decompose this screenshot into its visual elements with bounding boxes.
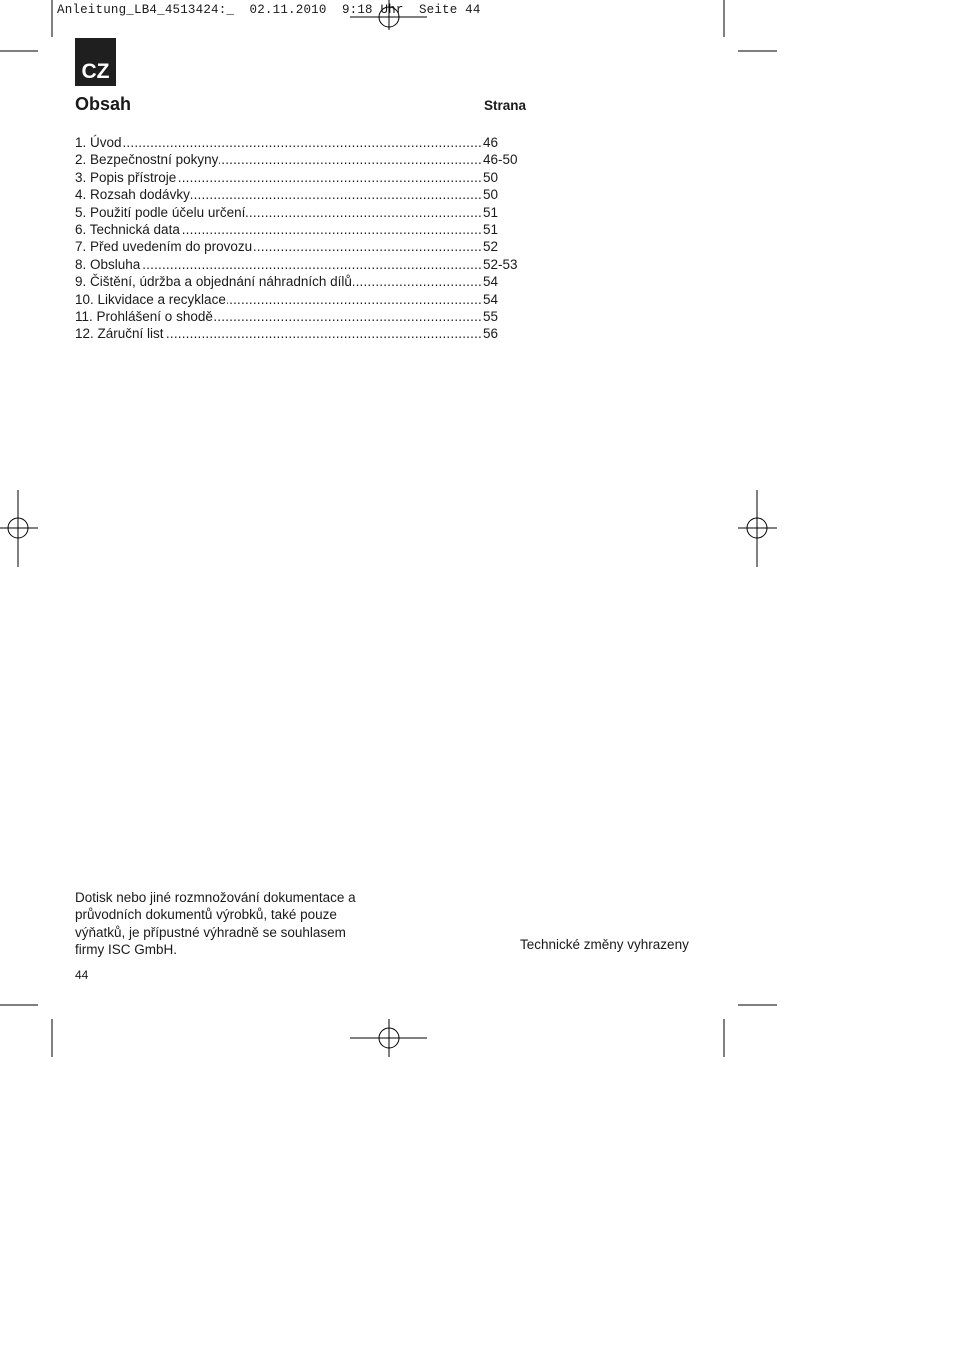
toc-leader-dots [219,151,482,168]
table-of-contents [75,134,535,343]
toc-entry [75,186,535,203]
copyright-notice [75,889,405,959]
toc-leader-dots [246,204,482,221]
toc-entry [75,204,535,221]
toc-leader-dots [165,325,482,342]
print-slug-line: Anleitung_LB4_4513424:_ 02.11.2010 9:18 Uhr Seite 44 [57,3,481,17]
page-title: Obsah [75,94,132,114]
toc-entry [75,325,535,342]
toc-entry [75,308,535,325]
toc-leader-dots [253,238,482,255]
toc-entry-page: 46 [483,135,499,150]
toc-entry-label: 8. Obsluha [75,256,141,272]
toc-entry-label: 5. Použití podle účelu určení [75,204,246,220]
copyright-line: výňatků, je přípustné výhradně se souhlasem [75,924,346,940]
copyright-line: průvodních dokumentů výrobků, také pouze [75,907,337,923]
language-code: CZ [81,60,110,83]
toc-entry-page: 56 [483,326,499,342]
toc-entry [75,151,535,168]
toc-entry-page: 55 [483,308,499,324]
toc-leader-dots [181,221,482,238]
registration-mark-left [0,490,38,567]
toc-entry-page: 54 [483,291,499,307]
registration-mark-top [350,0,427,30]
toc-entry [75,134,535,151]
toc-leader-dots [353,273,482,290]
toc-entry-page: 51 [483,204,499,220]
toc-entry-label: 2. Bezpečnostní pokyny [75,152,219,168]
technical-changes-notice: Technické změny vyhrazeny [520,937,689,952]
toc-entry [75,273,535,290]
toc-entry-label: 1. Úvod [75,135,122,150]
toc-entry-page: 54 [483,274,499,290]
toc-entry-label: 12. Záruční list [75,326,164,342]
toc-leader-dots [227,291,482,308]
toc-leader-dots [214,308,482,325]
toc-entry-page: 52 [483,239,499,255]
registration-mark-right [738,490,777,567]
toc-entry [75,169,535,186]
toc-entry [75,256,535,273]
toc-entry-page: 50 [483,187,499,203]
toc-entry-page: 50 [483,169,499,185]
page-column-header: Strana [484,98,527,113]
toc-entry [75,291,535,308]
toc-entry-page: 46-50 [483,152,518,168]
toc-entry-label: 10. Likvidace a recyklace [75,291,226,307]
toc-leader-dots [191,186,482,203]
toc-entry-label: 9. Čištění, údržba a objednání náhradních dílů [75,274,352,290]
toc-leader-dots [141,256,482,273]
page-number: 44 [75,968,89,982]
toc-entry-label: 11. Prohlášení o shodě [75,308,213,324]
language-badge [75,38,116,86]
toc-entry-page: 51 [483,221,499,237]
toc-entry-page: 52-53 [483,256,518,272]
toc-entry-label: 3. Popis přístroje [75,169,177,185]
registration-mark-bottom [350,1019,427,1057]
toc-entry-label: 4. Rozsah dodávky [75,187,190,203]
toc-entry [75,238,535,255]
toc-leader-dots [177,169,482,186]
toc-entry-label: 6. Technická data [75,221,180,237]
copyright-line: firmy ISC GmbH. [75,942,178,958]
copyright-line: Dotisk nebo jiné rozmnožování dokumentace a [75,890,356,905]
toc-entry [75,221,535,238]
toc-entry-label: 7. Před uvedením do provozu [75,239,253,255]
toc-leader-dots [123,134,482,151]
